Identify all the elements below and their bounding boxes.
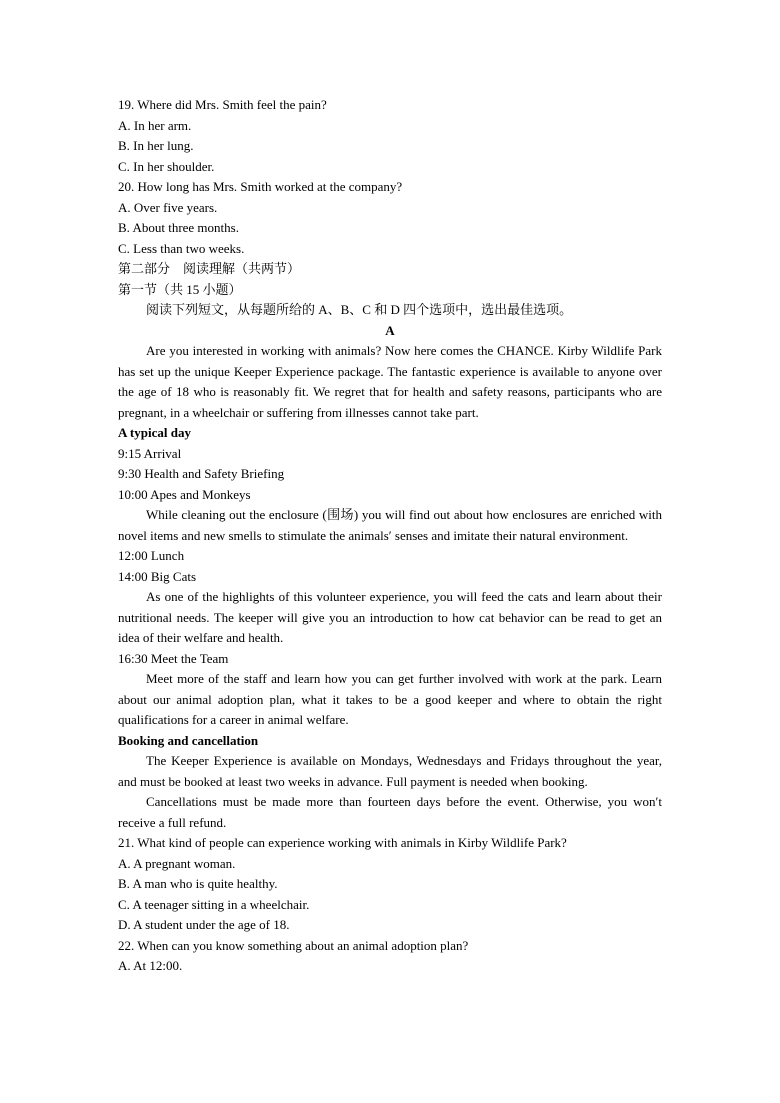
section-part-heading: 第二部分 阅读理解（共两节） [118, 261, 301, 276]
q21-option-b: B. A man who is quite healthy. [118, 876, 278, 891]
schedule-apes: 10:00 Apes and Monkeys [118, 486, 251, 502]
passage-label: A [385, 322, 395, 338]
question-19: 19. Where did Mrs. Smith feel the pain? [118, 97, 327, 112]
q20-option-c: C. Less than two weeks. [118, 240, 245, 256]
apes-description: While cleaning out the enclosure (围场) you will find out about how enclosures are enriched with novel items and new smells to stimulate the animals′ senses and imitate their natural environment. [118, 507, 662, 543]
q22-option-a: A. At 12:00. [118, 958, 183, 973]
q21-option-d: D. A student under the age of 18. [118, 917, 290, 932]
question-21: 21. What kind of people can experience working with animals in Kirby Wildlife Park? [118, 835, 567, 850]
meet-team-description: Meet more of the staff and learn how you can get further involved with work at the park. Learn about our animal adoption plan, what it takes to be a good keeper and where to obtain the right qualifications for a career in animal welfare. [118, 671, 662, 727]
big-cats-description: As one of the highlights of this volunteer experience, you will feed the cats and learn about their nutritional needs. The keeper will give you an introduction to how cat behavior can be read to get an idea of their welfare and health. [118, 589, 662, 645]
typical-day-heading: A typical day [118, 425, 191, 440]
document-page [118, 95, 662, 977]
question-22: 22. When can you know something about an animal adoption plan? [118, 937, 469, 953]
q21-option-a: A. A pregnant woman. [118, 855, 236, 871]
question-20: 20. How long has Mrs. Smith worked at the company? [118, 179, 403, 194]
q19-option-c: C. In her shoulder. [118, 158, 215, 174]
passage-intro: Are you interested in working with animals? Now here comes the CHANCE. Kirby Wildlife Park has set up the unique Keeper Experience package. The fantastic experience is available to anyone over the age of 18 who is reasonably fit. We regret that for health and safety reasons, participants who are pregnant, in a wheelchair or suffering from illnesses cannot take part. [118, 343, 662, 420]
schedule-big-cats: 14:00 Big Cats [118, 568, 197, 584]
section-instruction: 阅读下列短文，从每题所给的 A、B、C 和 D 四个选项中，选出最佳选项。 [146, 302, 573, 317]
cancellation-text: Cancellations must be made more than fourteen days before the event. Otherwise, you won′t receive a full refund. [118, 794, 662, 830]
q19-option-b: B. In her lung. [118, 138, 194, 153]
schedule-meet-team: 16:30 Meet the Team [118, 650, 229, 666]
q20-option-a: A. Over five years. [118, 199, 218, 215]
q21-option-c: C. A teenager sitting in a wheelchair. [118, 896, 310, 912]
booking-text: The Keeper Experience is available on Mondays, Wednesdays and Fridays throughout the year, and must be booked at least two weeks in advance. Full payment is needed when booking. [118, 753, 662, 789]
q19-option-a: A. In her arm. [118, 117, 192, 133]
q20-option-b: B. About three months. [118, 220, 239, 235]
schedule-lunch: 12:00 Lunch [118, 548, 185, 563]
booking-heading: Booking and cancellation [118, 732, 259, 748]
schedule-briefing: 9:30 Health and Safety Briefing [118, 466, 285, 481]
schedule-arrival: 9:15 Arrival [118, 445, 182, 461]
subsection-heading: 第一节（共 15 小题） [118, 281, 242, 297]
